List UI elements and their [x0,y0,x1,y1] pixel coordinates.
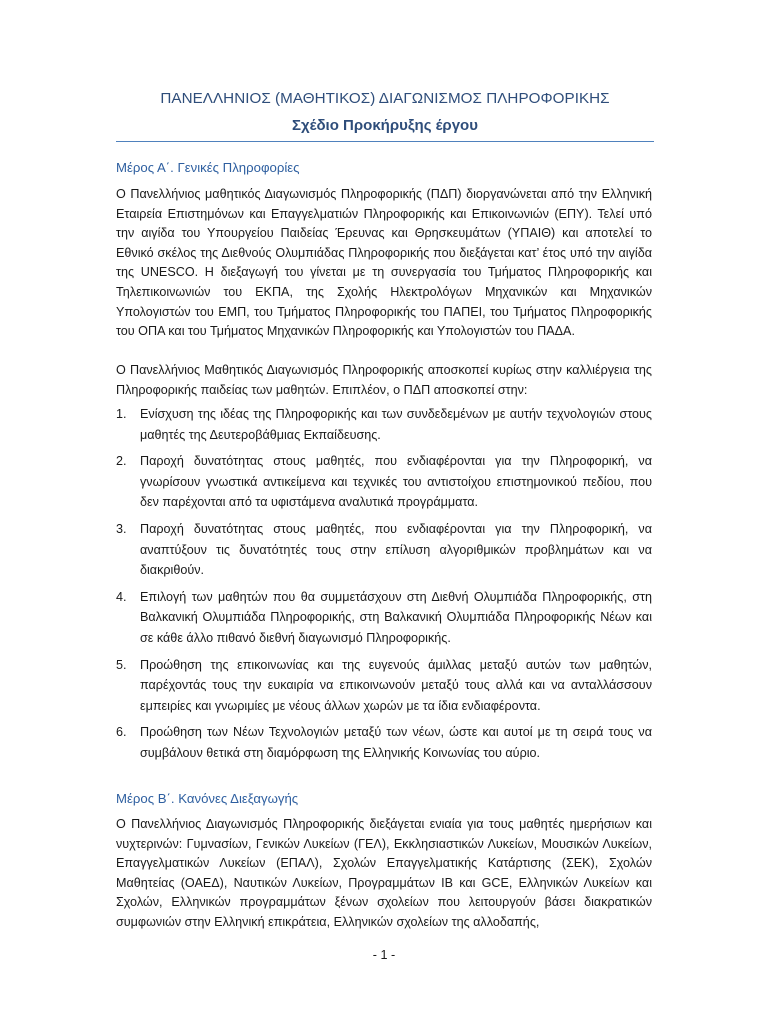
list-item-text: Ενίσχυση της ιδέας της Πληροφορικής και των συνδεδεμένων με αυτήν τεχνολογιών στους μαθητές της Δευτεροβάθμιας Εκπαίδευσης. [140,407,652,442]
list-item [116,519,652,581]
section-heading-part-a: Μέρος Α΄. Γενικές Πληροφορίες [116,160,300,175]
list-item-number: 1. [116,407,127,421]
paragraph-part-a-1: Ο Πανελλήνιος μαθητικός Διαγωνισμός Πληροφορικής (ΠΔΠ) διοργανώνεται από την Ελληνική Εταιρεία Επιστημόνων και Επαγγελματιών Πληροφορικής και Επικοινωνιών (ΕΠΥ). Τελεί υπό την αιγίδα του Υπουργείου Παιδείας Έρευνας και Θρησκευμάτων (ΥΠΑΙΘ) και αποτελεί το Εθνικό σκέλος της Διεθνούς Ολυμπιάδας Πληροφορικής που διεξάγεται κατ’ έτος υπό την αιγίδα της UNESCO. Η διεξαγωγή του γίνεται με τη συνεργασία του Τμήματος Πληροφορικής και Τηλεπικοινωνιών του ΕΚΠΑ, της Σχολής Ηλεκτρολόγων Μηχανικών και Μηχανικών Υπολογιστών του ΕΜΠ, του Τμήματος Πληροφορικής του ΠΑΠΕΙ, του Τμήματος Πληροφορικής του ΟΠΑ και του Τμήματος Μηχανικών Πληροφορικής και Υπολογιστών του ΠΑΔΑ. [116,187,652,339]
list-item-number: 3. [116,521,127,536]
list-item [116,722,652,763]
document-subtitle: Σχέδιο Προκήρυξης έργου [292,117,478,134]
list-item-text: Προώθηση των Νέων Τεχνολογιών μεταξύ των νέων, ώστε και αυτοί με τη σειρά τους να συμβάλουν θετικά στη διαμόρφωση της Ελληνικής Κοινωνίας του αύριο. [140,725,652,760]
list-item-number: 5. [116,657,127,672]
page-number: - 1 - [372,948,396,962]
header-divider [116,141,654,142]
section-heading-part-b: Μέρος Β΄. Κανόνες Διεξαγωγής [116,791,299,806]
list-item [116,587,652,649]
list-item-text: Επιλογή των μαθητών που θα συμμετάσχουν στη Διεθνή Ολυμπιάδα Πληροφορικής, στη Βαλκανική Ολυμπιάδα Πληροφορικής, στη Βαλκανική Ολυμπιάδα Πληροφορικής Νέων και σε κάθε άλλο πιθανό διεθνή διαγωνισμό Πληροφορικής. [140,589,652,645]
paragraph-part-a-2: Ο Πανελλήνιος Μαθητικός Διαγωνισμός Πληροφορικής αποσκοπεί κυρίως στην καλλιέργεια της Πληροφορικής παιδείας των μαθητών. Επιπλέον, ο ΠΔΠ αποσκοπεί στην: [116,363,652,397]
document-title: ΠΑΝΕΛΛΗΝΙΟΣ (ΜΑΘΗΤΙΚΟΣ) ΔΙΑΓΩΝΙΣΜΟΣ ΠΛΗΡΟΦΟΡΙΚΗΣ [160,90,610,107]
list-item [116,451,652,513]
list-item-number: 6. [116,725,127,740]
list-item [116,655,652,717]
objectives-list [116,404,652,770]
list-item-number: 4. [116,589,127,604]
list-item [116,404,652,445]
list-item-number: 2. [116,454,127,469]
list-item-text: Παροχή δυνατότητας στους μαθητές, που ενδιαφέρονται για την Πληροφορική, να γνωρίσουν γνωστικά αντικείμενα και τεχνικές του αντιστοίχου επιστημονικού πεδίου, που δεν παρέχονται από τα υφιστάμενα αναλυτικά προγράμματα. [140,454,652,510]
document-header [116,88,654,137]
list-item-text: Προώθηση της επικοινωνίας και της ευγενούς άμιλλας μεταξύ αυτών των μαθητών, παρέχοντάς τους την ευκαιρία να επικοινωνούν μεταξύ τους αλλά και να ανταλλάσσουν εμπειρίες και γνωριμίες με νέους άλλων χωρών με τα ίδια ενδιαφέροντα. [140,657,652,713]
list-item-text: Παροχή δυνατότητας στους μαθητές, που ενδιαφέρονται για την Πληροφορική, να αναπτύξουν τις δυνατότητές τους στην επίλυση αλγοριθμικών προβλημάτων και να διακριθούν. [140,521,652,578]
paragraph-part-b-1: Ο Πανελλήνιος Διαγωνισμός Πληροφορικής διεξάγεται ενιαία για τους μαθητές ημερήσιων και νυχτερινών: Γυμνασίων, Γενικών Λυκείων (ΓΕΛ), Εκκλησιαστικών Λυκείων, Μουσικών Λυκείων, Επαγγελματικών Λυκείων (ΕΠΑΛ), Σχολών Επαγγελματικής Κατάρτισης (ΣΕΚ), Σχολών Μαθητείας (ΟΑΕΔ), Ναυτικών Λυκείων, Προγραμμάτων IB και GCE, Ελληνικών Λυκείων και Σχολών, Ελληνικών προγραμμάτων ξένων σχολείων που λειτουργούν βάσει διακρατικών συμφωνιών στην Ελληνική επικράτεια, Ελληνικών σχολείων της αλλοδαπής, [116,817,652,929]
